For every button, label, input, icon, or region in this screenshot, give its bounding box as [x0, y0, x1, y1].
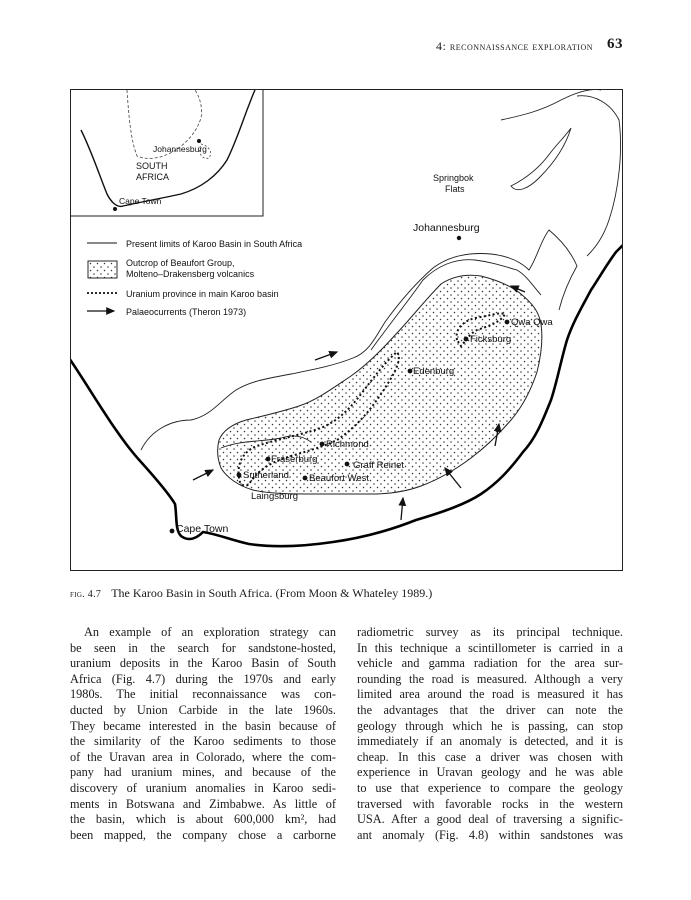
text-line: Africa (Fig. 4.7) during the 1970s and early — [70, 671, 336, 686]
text-line: 1980s. The initial reconnaissance was con- — [70, 687, 336, 702]
inset-country-label: SOUTH — [136, 161, 168, 171]
inset-country-label-2: AFRICA — [136, 172, 170, 182]
legend-outcrop: Outcrop of Beaufort Group, — [126, 258, 235, 268]
text-line: cheap. In this case a driver was chosen with — [357, 749, 623, 764]
text-line: uranium deposits in the Karoo Basin of South — [70, 656, 336, 671]
text-line: geology through which he is passing, can stop — [357, 718, 623, 733]
text-line: They became interested in the basin because of — [70, 718, 336, 733]
text-line: vehicle and gamma radiation for the area sur- — [357, 656, 623, 671]
cape-town-label: Cape Town — [176, 523, 229, 535]
text-line: the similarity of the Karoo sediments to those — [70, 734, 336, 749]
figure-caption — [70, 586, 630, 601]
qwa-qwa-label: Qwa Qwa — [511, 317, 553, 328]
running-head — [70, 36, 623, 56]
text-line: immediately if an anomaly is detected, and it is — [357, 734, 623, 749]
text-line: rounding the road is measured. Although a very — [357, 671, 623, 686]
edenburg-label: Edenburg — [413, 366, 455, 377]
text-line: be seen in the search for sandstone-hosted, — [70, 640, 336, 655]
page-number: 63 — [607, 36, 623, 52]
fraserburg-label: Fraserburg — [271, 454, 318, 465]
legend-basin-limits: Present limits of Karoo Basin in South Africa — [126, 239, 303, 249]
text-line: radiometric survey as its principal technique. — [357, 625, 623, 639]
text-line: ments in Botswana and Zimbabwe. As little of — [70, 796, 336, 811]
running-head-title: 4: reconnaissance exploration — [436, 39, 593, 53]
legend-outcrop-2: Molteno–Drakensberg volcanics — [126, 269, 255, 279]
text-line: In this technique a scintillometer is carried in a — [357, 640, 623, 655]
text-line: been mapped, the company chose a carborne — [70, 827, 336, 842]
inset-cape-town-label: Cape Town — [119, 196, 162, 206]
karoo-basin-figure — [70, 89, 623, 571]
text-line: to use that experience to compare the geology — [357, 780, 623, 795]
text-line: An example of an exploration strategy can — [84, 625, 336, 639]
graff-reinet-label: Graff Reinet — [353, 460, 405, 471]
richmond-label: Richmond — [326, 439, 369, 450]
text-line: the basin, which is about 600,000 km², had — [70, 812, 336, 827]
legend-palaeocurrents: Palaeocurrents (Theron 1973) — [126, 307, 247, 317]
text-line: ant anomaly (Fig. 4.8) within sandstones was — [357, 827, 623, 842]
text-line: traversed with favorable rocks in the western — [357, 796, 623, 811]
text-line: pany had uranium mines, and because of the — [70, 765, 336, 780]
springbok-flats-label: Springbok — [433, 173, 474, 183]
sutherland-label: Sutherland — [243, 470, 289, 481]
laingsburg-label: Laingsburg — [251, 491, 299, 502]
figure-number: fig. 4.7 — [70, 589, 102, 600]
beaufort-west-label: Beaufort West — [309, 473, 370, 484]
body-right-column — [357, 625, 623, 843]
text-line: of the Uravan area in Colorado, where the com- — [70, 749, 336, 764]
karoo-basin-map — [71, 90, 623, 571]
text-line: experience in Uravan geology and he was able — [357, 765, 623, 780]
text-line: limited area around the road is measured it has — [357, 687, 623, 702]
figure-caption-text: The Karoo Basin in South Africa. (From Moon & Whateley 1989.) — [111, 586, 433, 600]
text-line: ducted by Union Carbide in the late 1960s. — [70, 702, 336, 717]
ficksburg-label: Ficksburg — [470, 334, 512, 345]
text-line: the advantages that the driver can note the — [357, 702, 623, 717]
body-left-column — [70, 625, 336, 843]
text-line: discovery of uranium anomalies in Karoo sedi- — [70, 780, 336, 795]
johannesburg-label: Johannesburg — [413, 222, 480, 234]
text-line: USA. After a good deal of traversing a signific- — [357, 812, 623, 827]
inset-johannesburg-label: Johannesburg — [153, 144, 207, 154]
legend-uranium-province: Uranium province in main Karoo basin — [126, 289, 279, 299]
springbok-flats-label-2: Flats — [445, 184, 465, 194]
